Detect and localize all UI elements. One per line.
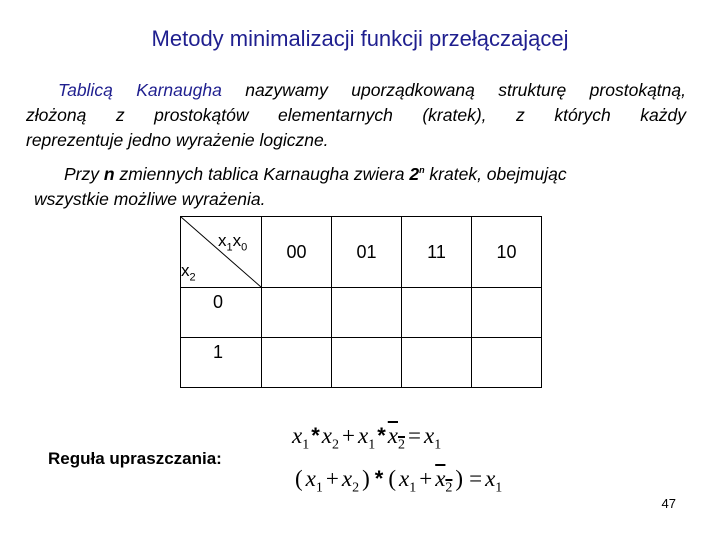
page-number: 47 bbox=[661, 496, 676, 511]
kmap-cell bbox=[472, 338, 542, 388]
kmap-cell bbox=[402, 288, 472, 338]
p2-post: kratek, obejmując bbox=[424, 164, 567, 184]
col-header: 11 bbox=[402, 217, 472, 288]
row-variable-label: $x_2$ bbox=[181, 261, 196, 284]
col-header: 00 bbox=[262, 217, 332, 288]
rule-label: Reguła upraszczania: bbox=[48, 449, 222, 468]
paragraph2-line2: wszystkie możliwe wyrażenia. bbox=[34, 189, 266, 209]
kmap-cell bbox=[332, 288, 402, 338]
equation-2: ( $x_1 + x_2$ ) * ( $x_1 + x_2$ ) = $x_1$ bbox=[295, 466, 503, 496]
kmap-cell bbox=[332, 338, 402, 388]
row-header: 0 bbox=[181, 288, 262, 338]
col-header: 10 bbox=[472, 217, 542, 288]
paragraph1-line3: reprezentuje jedno wyrażenie logiczne. bbox=[26, 130, 329, 150]
slide-title: Metody minimalizacji funkcji przełączającej bbox=[151, 26, 569, 51]
paragraph1-line2: złożoną z prostokątów elementarnych (kratek), z których każdy bbox=[26, 105, 686, 125]
p2-mid: zmiennych tablica Karnaugha zwiera bbox=[114, 164, 410, 184]
kmap-cell bbox=[472, 288, 542, 338]
col-header: 01 bbox=[332, 217, 402, 288]
paragraph1-line1: nazywamy uporządkowaną strukturę prostokątną, bbox=[221, 80, 686, 100]
p2-base: 2 bbox=[409, 164, 420, 184]
p2-n: n bbox=[103, 164, 115, 184]
p2-exp: n bbox=[419, 165, 425, 175]
p2-pre: Przy bbox=[64, 164, 104, 184]
kmap-cell bbox=[402, 338, 472, 388]
paragraph-definition bbox=[26, 78, 686, 153]
kmap-cell bbox=[262, 288, 332, 338]
equation-1: $x_1*x_2 + x_1*x_2 = x_1$ bbox=[292, 423, 442, 453]
term-karnaugh: Tablicą Karnaugha bbox=[58, 80, 222, 100]
col-variable-label: $x_1x_0$ bbox=[218, 231, 248, 254]
kmap-corner bbox=[181, 217, 262, 288]
karnaugh-map bbox=[180, 216, 542, 388]
row-header: 1 bbox=[181, 338, 262, 388]
paragraph-count bbox=[34, 158, 674, 212]
kmap-cell bbox=[262, 338, 332, 388]
